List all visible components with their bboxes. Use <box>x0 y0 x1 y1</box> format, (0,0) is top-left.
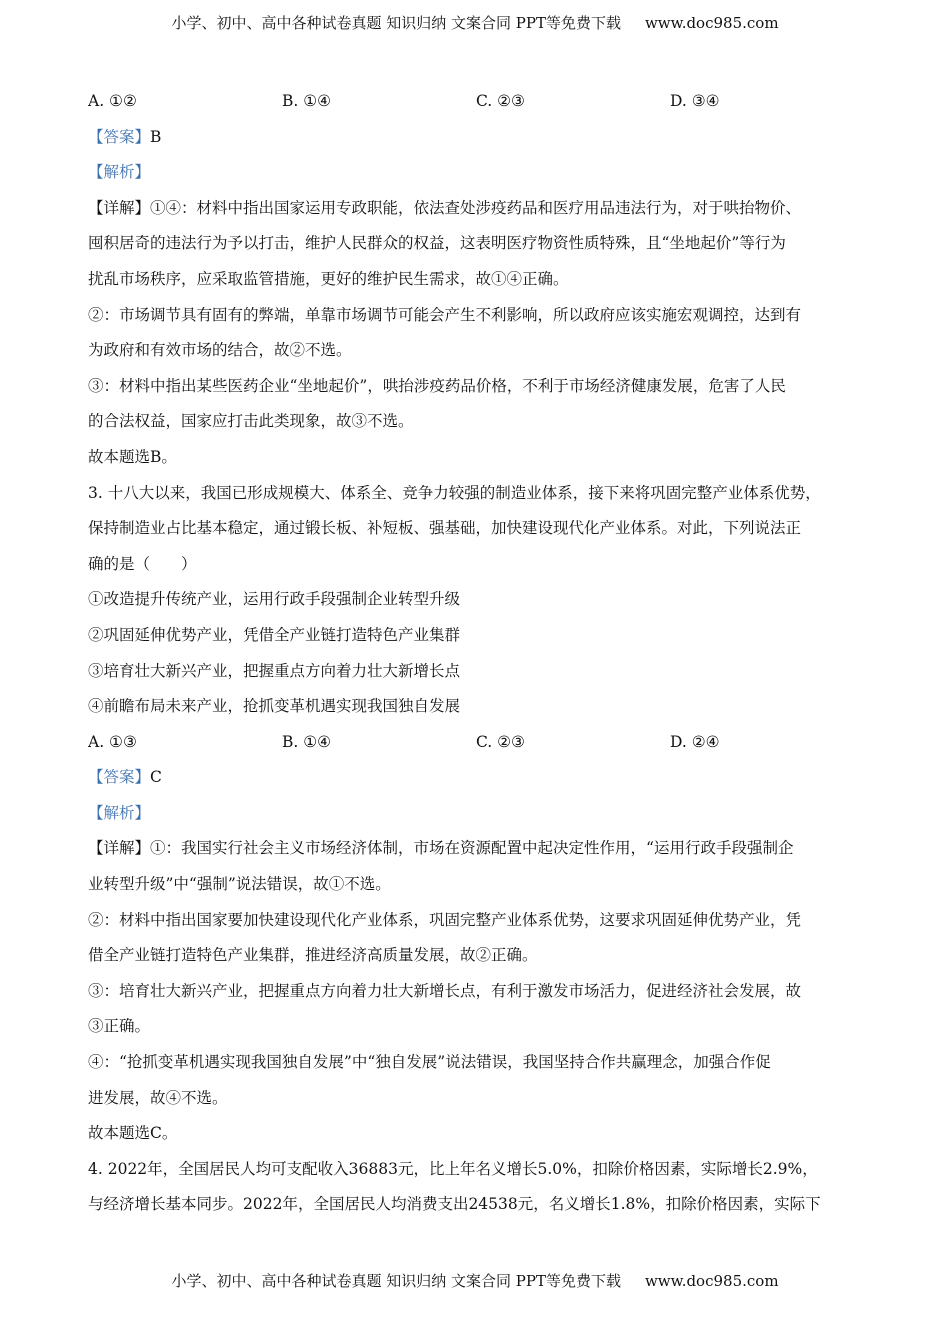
q3-analysis-tag: 【解析】 <box>88 803 151 822</box>
q3-detail-line: ③：培育壮大新兴产业，把握重点方向着力壮大新增长点，有利于激发市场活力，促进经济社会发展，故 <box>88 981 802 1000</box>
q2-option-a: A. ①② <box>88 92 137 110</box>
q3-detail-line: 借全产业链打造特色产业集群，推进经济高质量发展，故②正确。 <box>88 946 538 965</box>
q2-detail-line: ②：市场调节具有固有的弊端，单靠市场调节可能会产生不利影响，所以政府应该实施宏观调控，达到有 <box>88 305 802 324</box>
q3-option-c: C. ②③ <box>476 732 525 751</box>
q2-conclusion: 故本题选B。 <box>88 447 177 466</box>
q3-statement: ④前瞻布局未来产业，抢抓变革机遇实现我国独自发展 <box>88 697 461 716</box>
detail-tag: 【详解】 <box>88 839 151 858</box>
q2-detail-line: 的合法权益，国家应打击此类现象，故③不选。 <box>88 412 414 431</box>
q3-answer <box>88 760 874 796</box>
q4-stem-line: 与经济增长基本同步。2022年，全国居民人均消费支出24538元，名义增长1.8%，扣除价格因素，实际下 <box>88 1195 821 1214</box>
answer-tag: 【答案】 <box>88 768 151 787</box>
q2-options <box>88 84 874 120</box>
answer-tag: 【答案】 <box>88 127 151 146</box>
q3-statement: ①改造提升传统产业，运用行政手段强制企业转型升级 <box>88 590 461 609</box>
header-text: 小学、初中、高中各种试卷真题 知识归纳 文案合同 PPT等免费下载 <box>171 14 621 32</box>
answer-value: C <box>150 768 162 787</box>
q3-text: ①：我国实行社会主义市场经济体制，市场在资源配置中起决定性作用，“运用行政手段强制企 <box>150 839 794 858</box>
q3-detail-line: ④：“抢抓变革机遇实现我国独自发展”中“独自发展”说法错误，我国坚持合作共赢理念，加强合作促 <box>88 1053 771 1072</box>
q3-conclusion: 故本题选C。 <box>88 1124 178 1143</box>
q2-detail-line: 扰乱市场秩序，应采取监管措施，更好的维护民生需求，故①④正确。 <box>88 269 569 288</box>
footer-url[interactable]: www.doc985.com <box>644 1272 779 1290</box>
detail-tag: 【详解】 <box>88 198 151 217</box>
q3-detail-line <box>88 831 874 867</box>
q2-detail-line <box>88 191 874 227</box>
q3-detail-line: ③正确。 <box>88 1017 151 1036</box>
q3-options <box>88 725 874 761</box>
page-header <box>0 12 950 33</box>
answer-value: B <box>150 127 162 146</box>
q3-option-a: A. ①③ <box>88 732 137 751</box>
document-body <box>88 84 874 1223</box>
q2-detail-line: 为政府和有效市场的结合，故②不选。 <box>88 341 352 360</box>
q3-statement: ②巩固延伸优势产业，凭借全产业链打造特色产业集群 <box>88 625 461 644</box>
q2-option-b: B. ①④ <box>282 92 332 110</box>
header-url[interactable]: www.doc985.com <box>644 14 779 32</box>
q3-detail-line: 进发展，故④不选。 <box>88 1088 228 1107</box>
q2-detail-line: 囤积居奇的违法行为予以打击，维护人民群众的权益，这表明医疗物资性质特殊，且“坐地起价”等行为 <box>88 234 786 253</box>
q2-option-c: C. ②③ <box>476 92 525 110</box>
q2-analysis-tag: 【解析】 <box>88 163 151 182</box>
q3-option-d: D. ②④ <box>670 732 720 751</box>
q3-statement: ③培育壮大新兴产业，把握重点方向着力壮大新增长点 <box>88 661 461 680</box>
q2-detail-line: ③：材料中指出某些医药企业“坐地起价”，哄抬涉疫药品价格，不利于市场经济健康发展，危害了人民 <box>88 376 786 395</box>
q3-stem-line: 3. 十八大以来，我国已形成规模大、体系全、竞争力较强的制造业体系，接下来将巩固完整产业体系优势， <box>88 483 821 502</box>
page-footer <box>0 1270 950 1291</box>
q2-text: ①④：材料中指出国家运用专政职能，依法查处涉疫药品和医疗用品违法行为，对于哄抬物价、 <box>150 198 802 217</box>
q3-stem-line: 确的是（ ） <box>88 554 197 573</box>
q3-detail-line: 业转型升级”中“强制”说法错误，故①不选。 <box>88 875 391 894</box>
q2-option-d: D. ③④ <box>670 92 720 110</box>
footer-text: 小学、初中、高中各种试卷真题 知识归纳 文案合同 PPT等免费下载 <box>171 1272 621 1290</box>
q4-stem-line: 4. 2022年，全国居民人均可支配收入36883元，比上年名义增长5.0%，扣除价格因素，实际增长2.9%， <box>88 1159 818 1178</box>
q3-option-b: B. ①④ <box>282 732 332 751</box>
q3-stem-line: 保持制造业占比基本稳定，通过锻长板、补短板、强基础，加快建设现代化产业体系。对此，下列说法正 <box>88 519 802 538</box>
q3-detail-line: ②：材料中指出国家要加快建设现代化产业体系，巩固完整产业体系优势，这要求巩固延伸优势产业，凭 <box>88 910 802 929</box>
q2-answer <box>88 120 874 156</box>
